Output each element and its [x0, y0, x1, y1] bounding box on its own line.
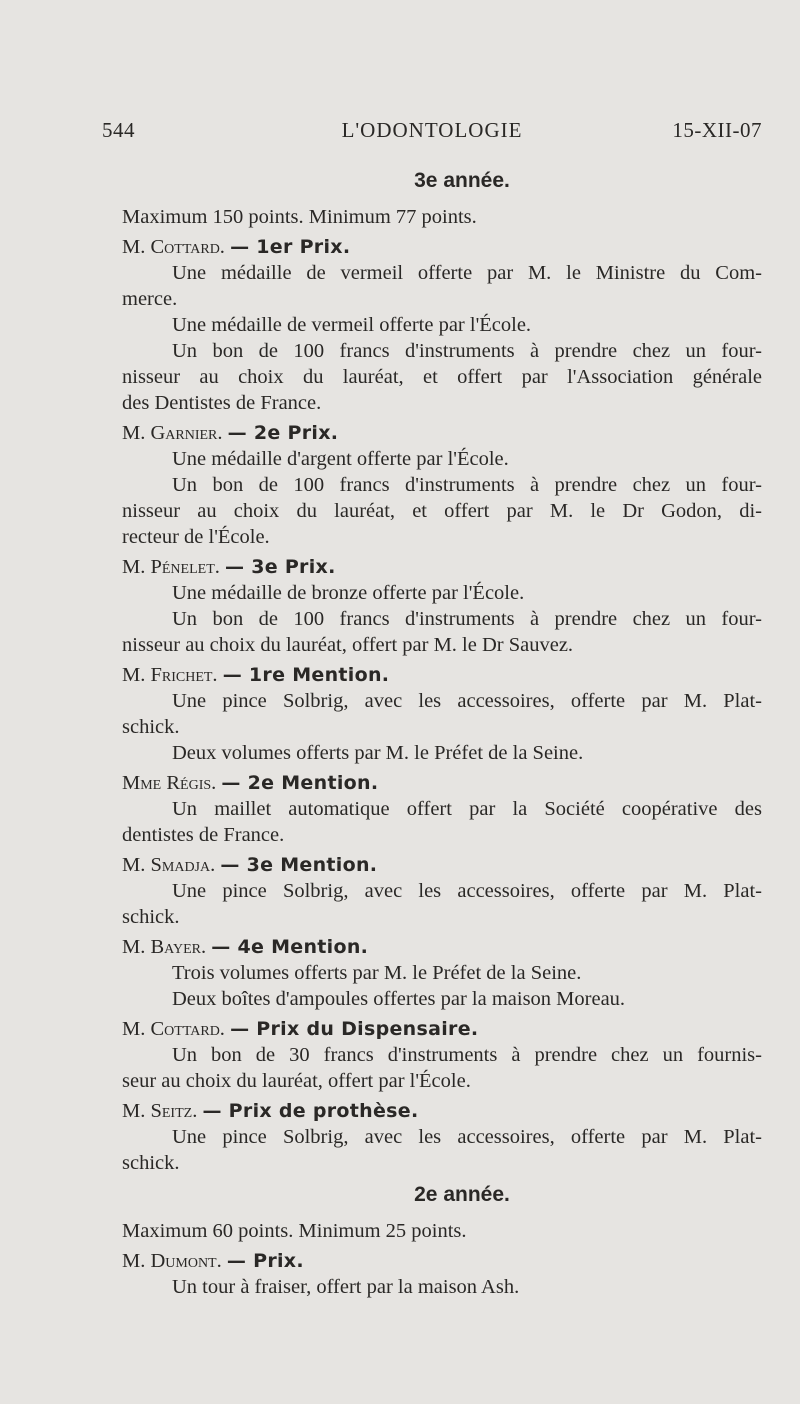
award-line: schick. — [122, 1152, 180, 1174]
award-line: Un maillet automatique offert par la Société coopérative des — [172, 798, 762, 820]
award-line: Une médaille d'argent offerte par l'École. — [172, 448, 509, 470]
award-entry — [122, 554, 762, 658]
page-number: 544 — [102, 118, 135, 142]
section-heading-2e-annee: 2e année. — [414, 1183, 510, 1206]
points-range: Maximum 60 points. Minimum 25 points. — [122, 1220, 467, 1242]
prize-title: — Prix du Dispensaire. — [230, 1018, 479, 1040]
award-line: Une médaille de vermeil offerte par l'École. — [172, 314, 532, 336]
award-line: nisseur au choix du lauréat, et offert par l'Association générale — [122, 366, 762, 388]
award-line: Une pince Solbrig, avec les accessoires, offerte par M. Plat- — [172, 690, 762, 712]
section-heading-3e-annee: 3e année. — [414, 169, 510, 192]
running-header — [102, 118, 762, 148]
award-line: Une médaille de vermeil offerte par M. le Ministre du Com- — [172, 262, 762, 284]
laureate-name: M. Pénelet. — [122, 556, 220, 578]
prize-title: — Prix. — [226, 1250, 304, 1272]
award-entry — [122, 770, 762, 848]
journal-title: L'ODONTOLOGIE — [341, 118, 523, 142]
award-line: Trois volumes offerts par M. le Préfet de la Seine. — [172, 962, 582, 984]
issue-date: 15-XII-07 — [672, 118, 762, 142]
award-line: nisseur au choix du lauréat, offert par M. le Dr Sauvez. — [122, 634, 574, 656]
laureate-name: M. Dumont. — [122, 1250, 222, 1272]
prize-title: — 3e Prix. — [225, 556, 336, 578]
award-line: des Dentistes de France. — [122, 392, 322, 414]
prize-title: — 2e Mention. — [221, 772, 379, 794]
laureate-name: M. Smadja. — [122, 854, 216, 876]
award-entry — [122, 420, 762, 550]
award-line: Deux boîtes d'ampoules offertes par la maison Moreau. — [172, 988, 626, 1010]
award-line: nisseur au choix du lauréat, et offert par M. le Dr Godon, di- — [122, 500, 762, 522]
award-line: Deux volumes offerts par M. le Préfet de la Seine. — [172, 742, 584, 764]
award-line: merce. — [122, 288, 178, 310]
award-line: Une médaille de bronze offerte par l'École. — [172, 582, 525, 604]
laureate-name: M. Seitz. — [122, 1100, 198, 1122]
prize-title: — 3e Mention. — [220, 854, 378, 876]
prize-title: — 1re Mention. — [222, 664, 390, 686]
award-line: Un bon de 100 francs d'instruments à prendre chez un four- — [172, 608, 762, 630]
document-body — [122, 166, 762, 1300]
award-entry — [122, 1098, 762, 1176]
laureate-name: M. Cottard. — [122, 1018, 225, 1040]
award-line: dentistes de France. — [122, 824, 285, 846]
award-entry — [122, 662, 762, 766]
award-entry — [122, 852, 762, 930]
prize-title: — 1er Prix. — [230, 236, 351, 258]
award-entry — [122, 234, 762, 416]
award-line: Un bon de 100 francs d'instruments à prendre chez un four- — [172, 474, 762, 496]
laureate-name: M. Bayer. — [122, 936, 207, 958]
award-line: Un tour à fraiser, offert par la maison Ash. — [172, 1276, 520, 1298]
award-line: recteur de l'École. — [122, 526, 270, 548]
award-line: seur au choix du lauréat, offert par l'École. — [122, 1070, 471, 1092]
prize-title: — Prix de prothèse. — [202, 1100, 419, 1122]
laureate-name: M. Garnier. — [122, 422, 223, 444]
award-line: Une pince Solbrig, avec les accessoires, offerte par M. Plat- — [172, 880, 762, 902]
award-entry — [122, 1016, 762, 1094]
points-range: Maximum 150 points. Minimum 77 points. — [122, 206, 477, 228]
award-entry — [122, 1248, 762, 1300]
award-line: Un bon de 30 francs d'instruments à prendre chez un fournis- — [172, 1044, 762, 1066]
award-line: schick. — [122, 906, 180, 928]
laureate-name: M. Frichet. — [122, 664, 218, 686]
prize-title: — 4e Mention. — [211, 936, 369, 958]
laureate-name: Mme Régis. — [122, 772, 217, 794]
award-line: Un bon de 100 francs d'instruments à prendre chez un four- — [172, 340, 762, 362]
award-line: Une pince Solbrig, avec les accessoires, offerte par M. Plat- — [172, 1126, 762, 1148]
laureate-name: M. Cottard. — [122, 236, 225, 258]
award-entry — [122, 934, 762, 1012]
award-line: schick. — [122, 716, 180, 738]
prize-title: — 2e Prix. — [227, 422, 339, 444]
